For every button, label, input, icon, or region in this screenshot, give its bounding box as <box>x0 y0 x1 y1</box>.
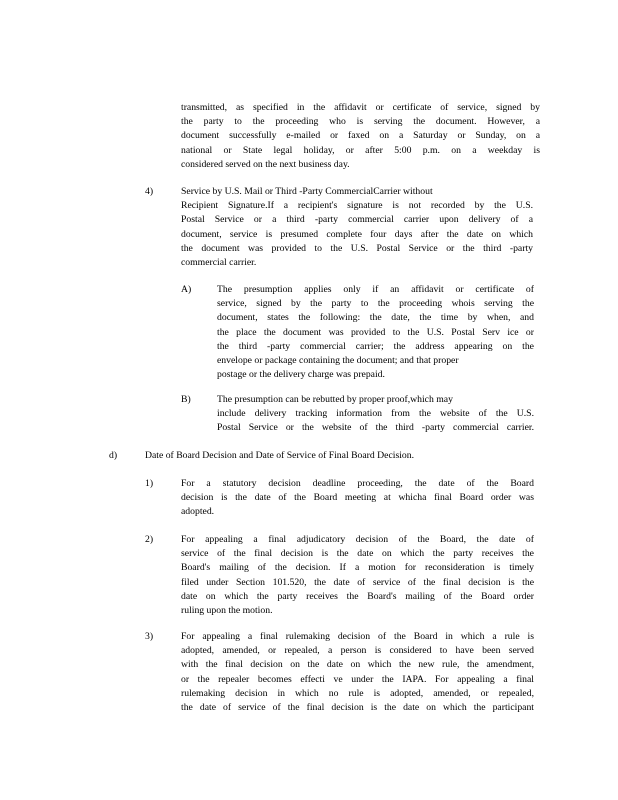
text-line: document, service is presumed complete four days after the date on which <box>181 228 533 240</box>
item-label-1: 1) <box>145 478 154 489</box>
text-line: include delivery tracking information from the website of the U.S. <box>217 408 534 420</box>
text-line: document successfully e-mailed or faxed on a Saturday or Sunday, on a <box>181 130 540 142</box>
text-line: For a statutory decision deadline proceeding, the date of the Board <box>181 478 534 489</box>
item-label-4: 4) <box>145 186 154 197</box>
text-line: national or State legal holiday, or after 5:00 p.m. on a weekday is <box>181 144 540 156</box>
text-line: Date of Board Decision and Date of Service of Final Board Decision. <box>145 450 415 461</box>
text-line: Board's mailing of the decision. If a motion for reconsideration is timely <box>181 562 534 574</box>
text-line: filed under Section 101.520, the date of service of the final decision is the <box>181 576 534 588</box>
text-line: Recipient Signature.If a recipient's signature is not recorded by the U.S. <box>181 200 533 212</box>
text-line: Postal Service or a third -party commercial carrier upon delivery of a <box>181 214 533 226</box>
text-line: decision is the date of the Board meeting at whicha final Board order was <box>181 492 534 504</box>
text-line: the party to the proceeding who is serving the document. However, a <box>181 116 540 128</box>
item-label-2: 2) <box>145 534 154 545</box>
text-line: the document was provided to the U.S. Postal Service or the third -party <box>181 242 533 254</box>
text-line: adopted, amended, or repealed, a person is considered to have been served <box>181 645 534 657</box>
paragraph-item-4 <box>181 185 533 270</box>
paragraph-item-a <box>217 283 534 382</box>
text-line: the third -party commercial carrier; the address appearing on the <box>217 340 534 352</box>
paragraph-item-2 <box>181 533 534 618</box>
item-label-a: A) <box>181 284 192 295</box>
paragraph-item-3 <box>181 630 534 715</box>
text-line: date on which the party receives the Board's mailing of the Board order <box>181 590 534 602</box>
text-line: Service by U.S. Mail or Third -Party CommercialCarrier without <box>181 186 433 197</box>
text-line: commercial carrier. <box>181 257 257 269</box>
text-line: transmitted, as specified in the affidavit or certificate of service, signed by <box>181 102 540 113</box>
text-line: envelope or package containing the document; and that proper <box>217 355 459 367</box>
text-line: adopted. <box>181 506 215 518</box>
text-line: Postal Service or the website of the third -party commercial carrier. <box>217 422 534 434</box>
text-line: document, states the following: the date, the time by when, and <box>217 312 534 324</box>
text-line: with the final decision on the date on which the new rule, the amendment, <box>181 659 534 671</box>
text-line: service, signed by the party to the proceeding whois serving the <box>217 298 534 310</box>
text-line: the place the document was provided to the U.S. Postal Serv ice or <box>217 326 534 338</box>
text-line: For appealing a final rulemaking decision of the Board in which a rule is <box>181 631 534 642</box>
section-heading-d <box>145 449 475 463</box>
text-line: The presumption applies only if an affidavit or certificate of <box>217 284 534 295</box>
text-line: rulemaking decision in which no rule is adopted, amended, or repealed, <box>181 687 534 699</box>
paragraph-item-b <box>217 393 534 436</box>
item-label-b: B) <box>181 394 191 405</box>
text-line: the date of service of the final decision is the date on which the participant <box>181 702 534 714</box>
text-line: postage or the delivery charge was prepaid. <box>217 369 385 381</box>
text-line: ruling upon the motion. <box>181 605 273 617</box>
text-line: considered served on the next business day. <box>181 158 350 170</box>
text-line: or the repealer becomes effecti ve under the IAPA. For appealing a final <box>181 673 534 685</box>
text-line: service of the final decision is the date on which the party receives the <box>181 548 534 560</box>
item-label-d: d) <box>109 450 118 461</box>
paragraph-continuation <box>181 101 540 172</box>
text-line: The presumption can be rebutted by proper proof,which may <box>217 394 453 405</box>
item-label-3: 3) <box>145 631 154 642</box>
text-line: For appealing a final adjudicatory decision of the Board, the date of <box>181 534 534 545</box>
paragraph-item-1 <box>181 477 534 520</box>
